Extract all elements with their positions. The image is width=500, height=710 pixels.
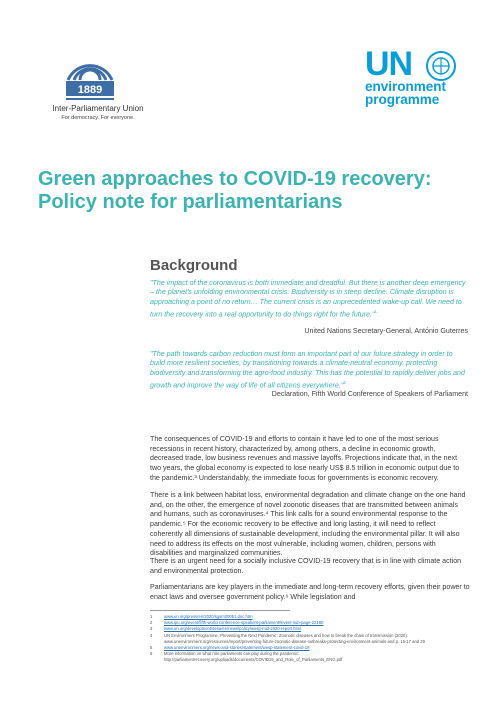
quote-2 — [150, 350, 468, 391]
footnote-4 — [150, 633, 470, 645]
footnote-link[interactable]: www.unenvironment.org/news-and-stories/statement/wesp-statement-covid-19 — [164, 645, 310, 651]
quote-1-ref: 1 — [374, 309, 378, 315]
footnote-text[interactable]: UN Environment Programme, Preventing the Next Pandemic: Zoonotic diseases and how to break the chain of transmission (2020): www.unenvironment.org/resources/report/preventing-future-zoonotic-disease-outbreaks-protecting-environment-animals-and p. 15-17 and 29 — [164, 632, 425, 644]
ipu-name: Inter-Parliamentary Union — [52, 104, 144, 113]
footnote-6 — [150, 651, 470, 663]
quote-1-text: "The impact of the coronavirus is both immediate and dreadful. But there is another deep emergency – the planet's unfolding environmental crisis. Biodiversity is in steep decline. Climate disruption is approaching a point of no return… The current crisis is an unprecedented wake-up call. We need to turn the recovery into a real opportunity to do things right for the future." — [150, 279, 466, 319]
document-title — [38, 168, 478, 214]
unep-logo — [365, 45, 465, 107]
footnotes — [150, 614, 470, 664]
quote-2-ref: 2 — [343, 380, 346, 386]
unep-un-text: UN — [365, 45, 413, 83]
quote-2-text: "The path towards carbon reduction must form an important part of our future strategy in order to build more resilient societies, by transitioning towards a climate-neutral economy, protecting biodiversity and transforming the agro-food industry. This has the potential to rapidly deliver jobs and growth and improve the way of life of all citizens everywhere." — [150, 350, 465, 390]
paragraph-3: There is an urgent need for a socially inclusive COVID-19 recovery that is in line with climate action and environmental protection. — [150, 557, 462, 575]
quote-1-attribution: United Nations Secretary-General, António Guterres — [304, 327, 468, 335]
title-line-1: Green approaches to COVID-19 recovery: — [38, 168, 432, 190]
section-heading: Background — [150, 257, 238, 274]
footnote-link[interactable]: www.un.org/development/desa/en/news/policy/wesp-mid-2020-report.html — [164, 626, 302, 632]
title-line-2: Policy note for parliamentarians — [38, 191, 343, 213]
quote-1 — [150, 279, 468, 320]
footnote-number: 1 — [150, 614, 153, 619]
footnote-link[interactable]: www.ipu.org/event/fifth-world-conference-speakers-parliament#event-sub-page-22180 — [164, 620, 324, 626]
footnote-number: 5 — [150, 645, 153, 651]
paragraph-4: Parliamentarians are key players in the immediate and long-term recovery efforts, given their power to enact laws and oversee government policy.⁶ While legislation and — [150, 583, 470, 601]
footnote-divider — [150, 610, 290, 611]
quote-2-attribution: Declaration, Fifth World Conference of Speakers of Parliament — [271, 390, 468, 398]
footnote-text[interactable]: More information on what role parliaments can play during the pandemic: http://parliamentrecovery.org/uploads/documents/COVID19_and_Role_of_Parliaments_ENG.pdf — [164, 651, 343, 663]
ipu-logo — [58, 40, 122, 106]
footnote-number: 3 — [150, 626, 153, 632]
footnote-number: 4 — [150, 632, 153, 638]
paragraph-2: There is a link between habitat loss, environmental degradation and climate change on the one hand and, on the other, the emergence of novel zoonotic diseases that are transmitted between animals and humans, such as coronaviruses.⁴ This link calls for a sound environmental response to the pandemic.⁵ For the economic recovery to be effective and long lasting, it will need to reflect coherently all dimensions of sustainable development, including the environmental pillar. It will also need to address its effects on the most vulnerable, including women, children, persons with disabilities and marginalized communities. — [150, 491, 466, 558]
un-emblem-icon — [425, 50, 457, 82]
unep-line1: environment — [365, 79, 447, 94]
unep-line2: programme — [365, 92, 440, 107]
footnote-number: 2 — [150, 620, 153, 626]
ipu-year: 1889 — [77, 84, 103, 96]
paragraph-1: The consequences of COVID-19 and efforts to contain it have led to one of the most serious recessions in recent history, characterized by, among others, a decline in economic growth, decreased trade, low business revenues and massive layoffs. Projections indicate that, in the next two years, the global economy is expected to lose nearly US$ 8.5 trillion in economic output due to the pandemic.³ Understandably, the immediate focus for governments is economic recovery. — [150, 435, 460, 482]
ipu-tagline: For democracy. For everyone. — [61, 115, 135, 121]
footnote-number: 6 — [150, 651, 153, 657]
footnote-link[interactable]: www.un.org/press/en/2020/sgsm20051.doc.htm — [164, 614, 253, 619]
